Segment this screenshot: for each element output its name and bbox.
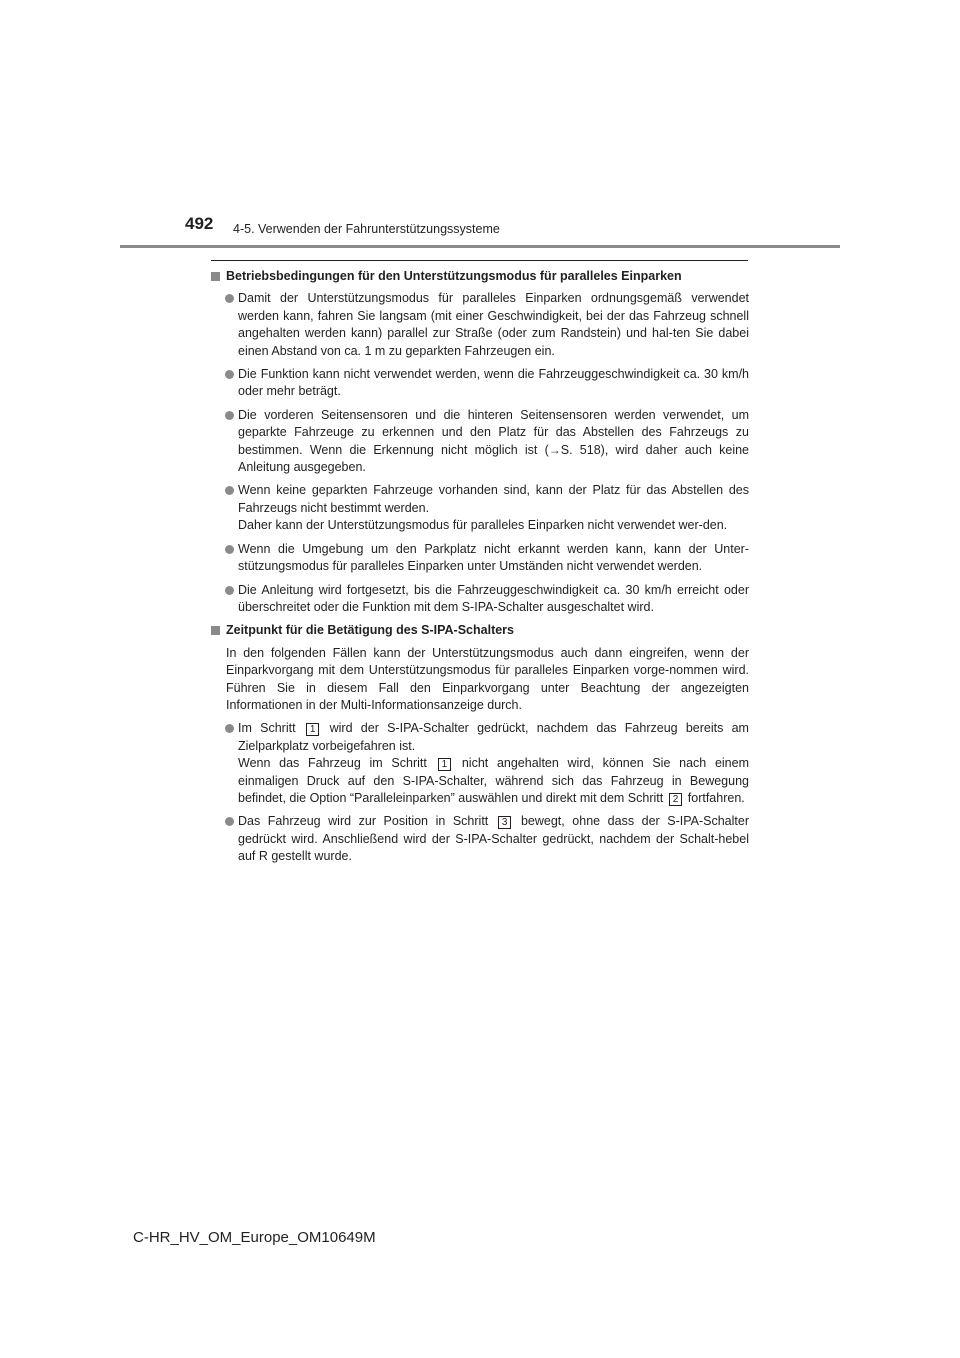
section-heading bbox=[211, 622, 749, 639]
step-number-badge: 2 bbox=[669, 793, 683, 806]
heading-text: Betriebsbedingungen für den Unterstützungsmodus für paralleles Einparken bbox=[226, 269, 682, 283]
item-text: Daher kann der Unterstützungsmodus für paralleles Einparken nicht verwendet wer-den. bbox=[238, 518, 728, 533]
round-bullet-icon bbox=[225, 586, 234, 595]
step-number-badge: 1 bbox=[438, 758, 452, 771]
list-item bbox=[211, 407, 749, 477]
header-rule bbox=[120, 245, 840, 248]
list-item bbox=[211, 482, 749, 534]
list-item bbox=[211, 541, 749, 576]
round-bullet-icon bbox=[225, 411, 234, 420]
item-text: bewegt, ohne dass der S-IPA-Schalter gedrückt wird. Anschließend wird der S-IPA-Schalter gedrückt, nachdem der Schalt-hebel auf R gestellt wurde. bbox=[238, 814, 749, 864]
round-bullet-icon bbox=[225, 545, 234, 554]
section-title: 4-5. Verwenden der Fahrunterstützungssysteme bbox=[233, 222, 500, 236]
page-content bbox=[211, 268, 749, 872]
item-text: Wenn keine geparkten Fahrzeuge vorhanden sind, kann der Platz für das Abstellen des Fahrzeugs nicht bestimmt werden. bbox=[238, 483, 749, 515]
round-bullet-icon bbox=[225, 370, 234, 379]
content-rule bbox=[211, 260, 748, 261]
list-item bbox=[211, 720, 749, 807]
section-intro: In den folgenden Fällen kann der Unterstützungsmodus auch dann eingreifen, wenn der Einparkvorgang mit dem Unterstützungsmodus für paralleles Einparken vorge-nommen wird. Führen Sie in diesem Fall den Einparkvorgang unter Beachtung der angezeigten Informationen in der Multi-Informationsanzeige durch. bbox=[226, 645, 749, 712]
section-heading bbox=[211, 268, 749, 285]
item-text: Damit der Unterstützungsmodus für paralleles Einparken ordnungsgemäß verwendet werden kann, fahren Sie langsam (mit einer Geschwindigkeit, bei der das Fahrzeug schnell angehalten werden kann) parallel zur Straße (oder zum Randstein) und hal-ten Sie dabei einen Abstand von ca. 1 m zu geparkten Fahrzeugen ein. bbox=[238, 291, 749, 358]
square-bullet-icon bbox=[211, 272, 220, 281]
item-text: Die vorderen Seitensensoren und die hinteren Seitensensoren werden verwendet, um geparkte Fahrzeuge zu erkennen und den Platz für das Abstellen des Fahrzeugs zu bestimmen. Wenn die Erkennung nicht möglich ist ( bbox=[238, 407, 749, 457]
item-text: Im Schritt bbox=[238, 721, 296, 736]
list-item bbox=[211, 582, 749, 617]
list-item bbox=[211, 813, 749, 865]
page-reference[interactable]: S. 518), wird daher auch keine Anleitung ausgegeben. bbox=[238, 442, 749, 475]
round-bullet-icon bbox=[225, 486, 234, 495]
item-text: Wenn die Umgebung um den Parkplatz nicht erkannt werden kann, kann der Unter-stützungsmodus für paralleles Einparken unter Umständen nicht verwendet werden. bbox=[238, 541, 749, 574]
step-number-badge: 1 bbox=[306, 723, 320, 736]
step-number-badge: 3 bbox=[498, 816, 512, 829]
item-text: Wenn das Fahrzeug im Schritt bbox=[238, 756, 427, 771]
arrow-right-icon: → bbox=[548, 442, 561, 457]
item-text: Die Funktion kann nicht verwendet werden, wenn die Fahrzeuggeschwindigkeit ca. 30 km/h oder mehr beträgt. bbox=[238, 367, 749, 399]
heading-text: Zeitpunkt für die Betätigung des S-IPA-Schalters bbox=[226, 623, 514, 638]
item-text: wird der S-IPA-Schalter gedrückt, nachdem das Fahrzeug bereits am Zielparkplatz vorbeigefahren ist. bbox=[238, 721, 749, 753]
page-number: 492 bbox=[185, 214, 214, 233]
item-text: Das Fahrzeug wird zur Position in Schritt bbox=[238, 814, 489, 829]
round-bullet-icon bbox=[225, 294, 234, 303]
round-bullet-icon bbox=[225, 724, 234, 733]
item-text: fortfahren. bbox=[687, 790, 745, 805]
list-item bbox=[211, 290, 749, 360]
document-id: C-HR_HV_OM_Europe_OM10649M bbox=[133, 1229, 376, 1246]
square-bullet-icon bbox=[211, 626, 220, 635]
list-item bbox=[211, 366, 749, 401]
item-text: nicht angehalten wird, können Sie nach einem einmaligen Druck auf den S-IPA-Schalter, während sich das Fahrzeug in Bewegung befindet, die Option “Paralleleinparken” auswählen und direkt mit dem Schritt bbox=[238, 756, 749, 805]
item-text: Die Anleitung wird fortgesetzt, bis die Fahrzeuggeschwindigkeit ca. 30 km/h erreicht oder überschreitet oder die Funktion mit dem S-IPA-Schalter ausgeschaltet wird. bbox=[238, 582, 749, 614]
round-bullet-icon bbox=[225, 817, 234, 826]
